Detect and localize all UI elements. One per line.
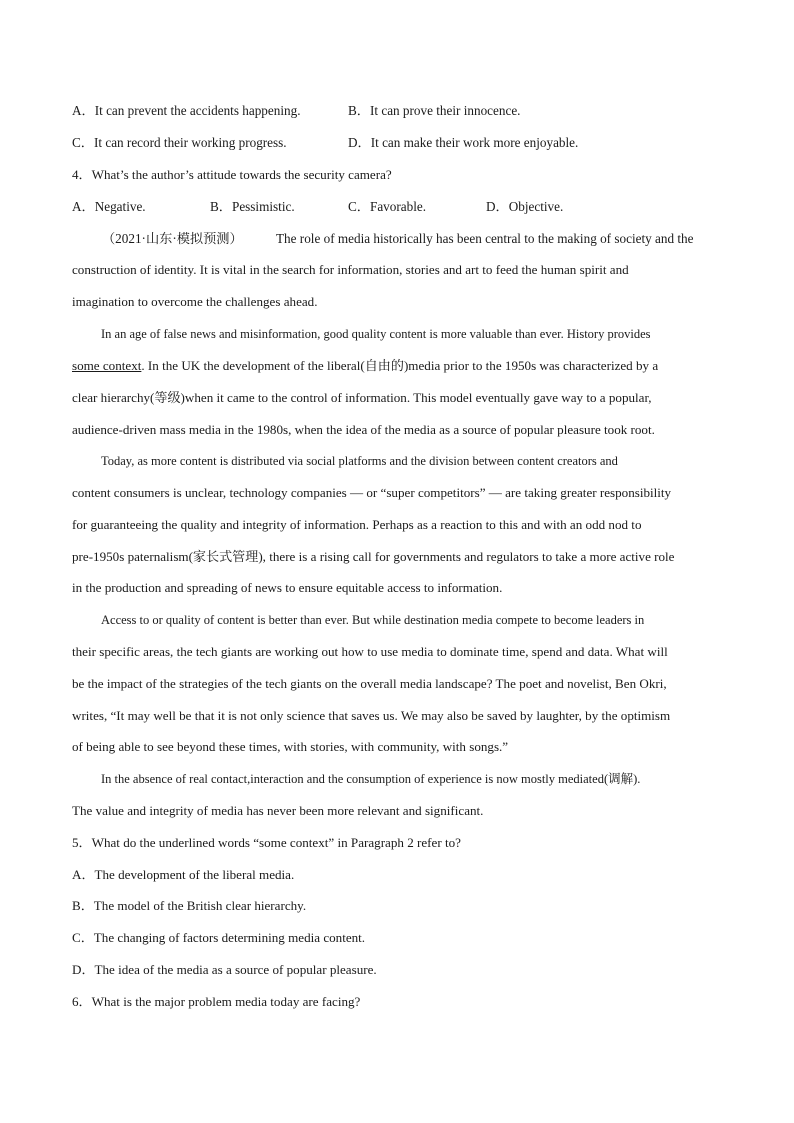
q5-option-c: C．The changing of factors determining media content. <box>72 930 366 945</box>
q5-option-b: B．The model of the British clear hierarchy. <box>72 898 307 913</box>
passage-p2-line2 <box>72 356 732 376</box>
q4-option-b: B．Pessimistic. <box>210 199 295 214</box>
passage-p5-line2: The value and integrity of media has never been more relevant and significant. <box>72 803 484 818</box>
q3-option-a: A．It can prevent the accidents happening. <box>72 103 301 118</box>
passage-p5-line1: In the absence of real contact,interaction and the consumption of experience is now mostly mediated(调解). <box>101 772 641 786</box>
underlined-phrase: some context <box>72 358 142 373</box>
passage-p1-line3: imagination to overcome the challenges ahead. <box>72 294 318 309</box>
passage-p2-line3: clear hierarchy(等级)when it came to the control of information. This model eventually gave way to a popular, <box>72 390 652 405</box>
q3-option-c: C．It can record their working progress. <box>72 135 287 150</box>
passage-source: （2021·山东·模拟预测） <box>102 231 243 246</box>
q3-option-d: D．It can make their work more enjoyable. <box>348 135 579 150</box>
passage-p3-line2: content consumers is unclear, technology companies — or “super competitors” — are taking greater responsibility <box>72 485 672 500</box>
passage-p4-line5: of being able to see beyond these times, with stories, with community, with songs.” <box>72 739 509 754</box>
q4-option-c: C．Favorable. <box>348 199 427 214</box>
passage-p4-line4: writes, “It may well be that it is not only science that saves us. We may also be saved by laughter, by the optimism <box>72 708 671 723</box>
passage-p1-line2: construction of identity. It is vital in the search for information, stories and art to feed the human spirit and <box>72 262 629 277</box>
q5-option-a: A．The development of the liberal media. <box>72 867 295 882</box>
passage-p3-line1: Today, as more content is distributed via social platforms and the division between content creators and <box>101 454 618 468</box>
passage-p2-line1: In an age of false news and misinformation, good quality content is more valuable than ever. History provides <box>101 327 651 341</box>
passage-p3-line3: for guaranteeing the quality and integrity of information. Perhaps as a reaction to this and with an odd nod to <box>72 517 642 532</box>
q4-stem: 4．What’s the author’s attitude towards the security camera? <box>72 167 392 182</box>
passage-p4-line3: be the impact of the strategies of the tech giants on the overall media landscape? The poet and novelist, Ben Okri, <box>72 676 667 691</box>
passage-p4-line1: Access to or quality of content is better than ever. But while destination media compete to become leaders in <box>101 613 645 627</box>
q5-option-d: D．The idea of the media as a source of popular pleasure. <box>72 962 377 977</box>
passage-p3-line4: pre-1950s paternalism(家长式管理), there is a rising call for governments and regulators to take a more active role <box>72 549 675 564</box>
passage-p3-line5: in the production and spreading of news to ensure equitable access to information. <box>72 580 503 595</box>
q4-option-d: D．Objective. <box>486 199 564 214</box>
q5-stem: 5．What do the underlined words “some context” in Paragraph 2 refer to? <box>72 835 461 850</box>
passage-p1-line1: The role of media historically has been central to the making of society and the <box>276 231 694 246</box>
passage-p2-line2-rest: . In the UK the development of the liberal(自由的)media prior to the 1950s was characterized by a <box>141 358 659 373</box>
passage-p4-line2: their specific areas, the tech giants are working out how to use media to dominate time, spend and data. What will <box>72 644 668 659</box>
passage-p2-line4: audience-driven mass media in the 1980s, when the idea of the media as a source of popular pleasure took root. <box>72 422 655 437</box>
q4-option-a: A．Negative. <box>72 199 146 214</box>
q3-option-b: B．It can prove their innocence. <box>348 103 521 118</box>
q6-stem: 6．What is the major problem media today are facing? <box>72 994 361 1009</box>
